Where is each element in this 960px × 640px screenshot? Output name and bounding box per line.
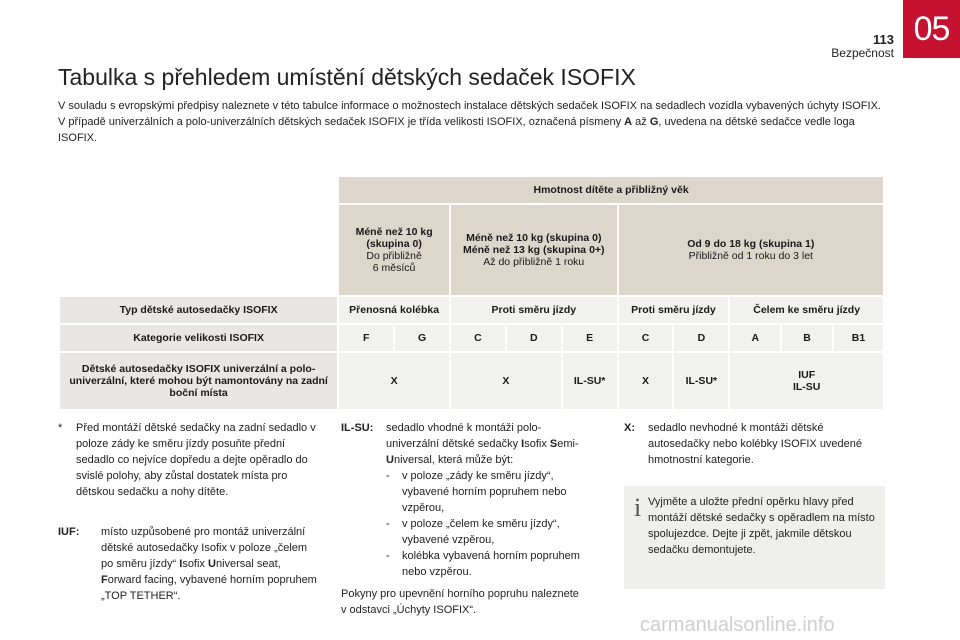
group-0-cell bbox=[338, 204, 450, 296]
list-item: - v poloze „zády ke směru jízdy“, vybavené horním popruhem nebo vzpěrou, bbox=[386, 468, 586, 516]
size-cell: D bbox=[506, 324, 562, 352]
note-star bbox=[58, 420, 318, 500]
group-1-age: Přibližně od 1 roku do 3 let bbox=[688, 250, 813, 262]
group-0plus-weight: Méně než 10 kg (skupina 0) bbox=[466, 232, 602, 244]
note-ilsu-part: niversal, která může být: bbox=[393, 454, 514, 466]
size-cell: B bbox=[781, 324, 833, 352]
note-iuf-letter: F bbox=[101, 574, 108, 586]
group-0-age: Do přibližně bbox=[366, 250, 422, 262]
group-0plus-cell bbox=[450, 204, 618, 296]
note-star-text: Před montáží dětské sedačky na zadní sedadlo v poloze zády ke směru jízdy posuňte přední sedadlo co nejvíce dopředu a dejte opěradlo do svislé polohy, aby zůstal dostatek místa pro dětskou sedačku a nohy dítěte. bbox=[76, 422, 316, 498]
info-box bbox=[624, 486, 885, 589]
note-ilsu-part: emi- bbox=[557, 438, 579, 450]
seat-value: X bbox=[338, 352, 450, 410]
group-0-age2: 6 měsíců bbox=[372, 262, 416, 274]
note-iuf-letter: U bbox=[208, 558, 216, 570]
note-ilsu-part: sofix bbox=[524, 438, 550, 450]
note-ilsu-part: sedadlo vhodné k montáži polo-univerzální dětské sedačky bbox=[386, 422, 542, 450]
seat-value: IL-SU* bbox=[673, 352, 729, 410]
group-1-weight: Od 9 do 18 kg (skupina 1) bbox=[687, 238, 815, 250]
page-number: 113 bbox=[873, 32, 894, 47]
seat-value-iuf: IUF bbox=[798, 369, 816, 381]
intro-paragraph-1: V souladu s evropskými předpisy naleznete v této tabulce informace o možnostech instalace dětských sedaček ISOFIX na sedadlech vozidla vybavených úchyty ISOFIX. bbox=[58, 100, 881, 112]
intro-text bbox=[58, 98, 888, 146]
isofix-table bbox=[58, 175, 885, 411]
seat-label: Dětské autosedačky ISOFIX univerzální a polo-univerzální, které mohou být namontovány na zadní boční místa bbox=[59, 352, 338, 410]
group-0-label: (skupina 0) bbox=[366, 238, 422, 250]
type-carrycot: Přenosná kolébka bbox=[338, 296, 450, 324]
note-ilsu-key: IL-SU: bbox=[341, 422, 374, 434]
type-rear-facing: Proti směru jízdy bbox=[450, 296, 618, 324]
size-cell: C bbox=[450, 324, 506, 352]
seat-value-forward bbox=[729, 352, 884, 410]
table-corner bbox=[59, 176, 338, 204]
note-ilsu-list bbox=[386, 468, 586, 580]
note-iuf-part: niversal seat, bbox=[215, 558, 281, 570]
seat-value: X bbox=[618, 352, 674, 410]
list-item: - v poloze „čelem ke směru jízdy“, vybavené vzpěrou, bbox=[386, 516, 586, 548]
note-iuf-part: orward facing, vybavené horním popruhem „TOP TETHER“. bbox=[101, 574, 317, 602]
size-cell: C bbox=[618, 324, 674, 352]
info-icon: i bbox=[634, 493, 642, 522]
size-cell: B1 bbox=[833, 324, 884, 352]
note-star-key: * bbox=[58, 422, 63, 434]
size-cell: G bbox=[394, 324, 450, 352]
note-ilsu-letter: U bbox=[386, 454, 394, 466]
intro-letter-g: G bbox=[649, 116, 659, 128]
size-cell: E bbox=[562, 324, 618, 352]
note-iuf-part: místo uzpůsobené pro montáž univerzální dětské autosedačky Isofix v poloze „čelem po směru jízdy“ bbox=[101, 526, 308, 570]
page-title: Tabulka s přehledem umístění dětských sedaček ISOFIX bbox=[58, 64, 636, 90]
note-ilsu-footer: Pokyny pro upevnění horního popruhu naleznete v odstavci „Úchyty ISOFIX“. bbox=[341, 588, 579, 616]
intro-text-part: , uvedena na dětské sedačce vedle loga ISOFIX. bbox=[58, 116, 855, 144]
intro-text-part: až bbox=[632, 116, 650, 128]
size-cell: F bbox=[338, 324, 394, 352]
note-x bbox=[624, 420, 886, 468]
note-x-key: X: bbox=[624, 422, 635, 434]
type-rear-facing-2: Proti směru jízdy bbox=[618, 296, 730, 324]
group-0plus-weight2: Méně než 13 kg (skupina 0+) bbox=[463, 244, 605, 256]
seat-value: X bbox=[450, 352, 562, 410]
note-x-text: sedadlo nevhodné k montáži dětské autosedačky nebo kolébky ISOFIX uvedené hmotnostní kategorie. bbox=[648, 422, 863, 466]
note-ilsu bbox=[341, 420, 586, 580]
size-cell: D bbox=[673, 324, 729, 352]
chapter-tab: 05 bbox=[903, 0, 960, 58]
notes-left bbox=[58, 420, 318, 604]
note-iuf-part: sofix bbox=[182, 558, 208, 570]
intro-paragraph-2 bbox=[58, 114, 888, 146]
notes-middle bbox=[341, 420, 586, 618]
group-0plus-age: Až do přibližně 1 roku bbox=[483, 256, 585, 268]
note-iuf-letter: I bbox=[179, 558, 183, 570]
table-corner bbox=[59, 204, 338, 296]
note-ilsu-letter: I bbox=[521, 438, 525, 450]
group-1-cell bbox=[618, 204, 884, 296]
note-ilsu-text bbox=[386, 420, 586, 580]
section-name: Bezpečnost bbox=[831, 46, 894, 60]
info-text: Vyjměte a uložte přední opěrku hlavy před montáží dětské sedačky s opěradlem na místo spolujezdce. Dejte ji zpět, jakmile dětskou sedačku demontujete. bbox=[648, 496, 875, 556]
intro-letter-a: A bbox=[624, 116, 633, 128]
note-ilsu-letter: S bbox=[549, 438, 558, 450]
size-label: Kategorie velikosti ISOFIX bbox=[59, 324, 338, 352]
type-label: Typ dětské autosedačky ISOFIX bbox=[59, 296, 338, 324]
size-cell: A bbox=[729, 324, 781, 352]
note-iuf-key: IUF: bbox=[58, 526, 80, 538]
note-iuf bbox=[58, 524, 318, 604]
seat-value: IL-SU* bbox=[562, 352, 618, 410]
type-forward-facing: Čelem ke směru jízdy bbox=[729, 296, 884, 324]
notes-right bbox=[624, 420, 886, 468]
note-iuf-text bbox=[101, 524, 318, 604]
list-item: - kolébka vybavená horním popruhem nebo vzpěrou. bbox=[386, 548, 586, 580]
seat-value-ilsu: IL-SU bbox=[792, 381, 821, 393]
weight-header: Hmotnost dítěte a přibližný věk bbox=[338, 176, 884, 204]
group-0-weight: Méně než 10 kg bbox=[355, 226, 433, 238]
intro-text-part: V případě univerzálních a polo-univerzálních dětských sedaček ISOFIX je třída velikosti ISOFIX, označená písmeny bbox=[58, 116, 625, 128]
watermark: carmanualsonline.info bbox=[640, 614, 835, 636]
